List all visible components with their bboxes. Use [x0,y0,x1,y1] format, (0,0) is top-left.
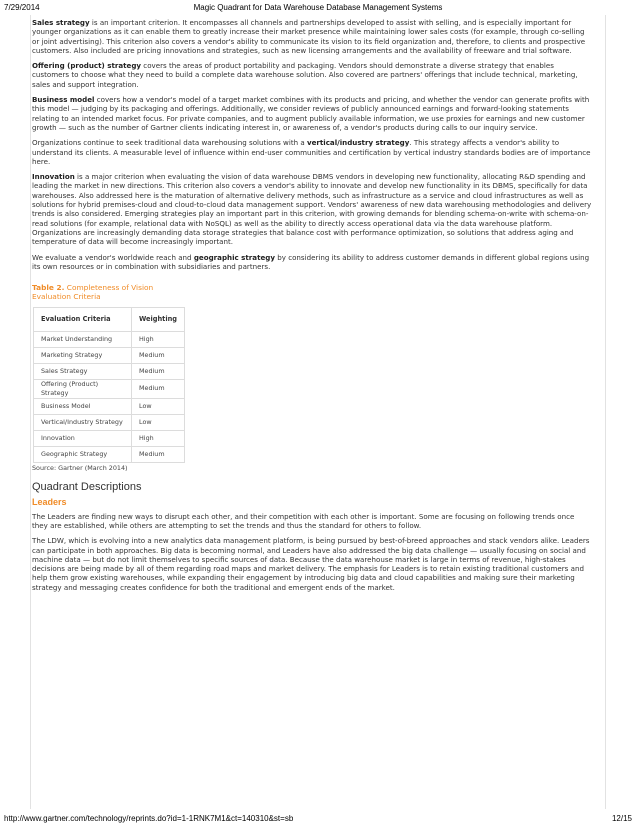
column-header: Evaluation Criteria [34,307,132,331]
table-caption: Table 2. Completeness of Vision [32,283,154,293]
paragraph-vertical-strategy: Organizations continue to seek traditional data warehousing solutions with a vertical/industry strategy. This strategy affects a vendor's ability to understand its clients. A measurable level of influence within end-user communities and certification by vertical industry standards bodies are of importance here. [32,138,591,166]
page-number: 12/15 [611,814,632,823]
paragraph-offering-strategy: Offering (product) strategy covers the areas of product portability and packaging. Vendors should demonstrate a diverse strategy that enables customers to choose what they need to build a complete data warehouse solution. Also covered are partners' offerings that include technical, marketing, sales and support integration. [32,61,578,89]
paragraph-innovation: Innovation is a major criterion when evaluating the vision of data warehouse DBMS vendors in developing new functionality, allocating R&D spending and leading the market in new directions. This criterion also covers a vendor's ability to innovate and develop new functionality in its DBMS, specifically for data warehouses. Also addressed here is the maturation of alternative delivery methods, such as infrastructure as a service and cloud infrastructures as well as solutions for hybrid premises-cloud and cloud-to-cloud data management support. Vendors' awareness of new data warehousing methodologies and delivery trends is also considered. Emerging strategies play an important part in this criterion, with growing demands for blending schema-on-write with schema-on-read solutions (for example, relational data with NoSQL) as well as the ability to directly access operational data via the data warehouse platform. Organizations are increasingly demanding data storage strategies that balance cost with performance optimization, so solutions that address aging and temperature of data will become increasingly important. [32,172,592,247]
table-row: Market Understanding High [34,331,185,347]
table-source: Source: Gartner (March 2014) [32,464,128,473]
term: Sales strategy [32,18,90,27]
footer-url: http://www.gartner.com/technology/reprints.do?id=1-1RNK7M1&ct=140310&st=sb [4,814,294,823]
right-margin-rule [605,15,606,809]
header-title: Magic Quadrant for Data Warehouse Database Management Systems [193,3,443,12]
table-header-row [34,307,185,331]
table-row: Sales Strategy Medium [34,363,185,379]
table-row: Business Model Low [34,399,185,415]
criteria-table [33,307,185,464]
table-row: Marketing Strategy Medium [34,347,185,363]
section-title: Quadrant Descriptions [32,480,142,493]
table-row: Geographic Strategy Medium [34,447,185,463]
paragraph-geographic-strategy: We evaluate a vendor's worldwide reach and geographic strategy by considering its ability to address customer demands in different global regions using its own resources or in combination with subsidiaries and partners. [32,252,590,271]
paragraph-leaders-2: The LDW, which is evolving into a new analytics data management platform, is being pursued by best-of-breed approaches and stack vendors alike. Leaders can participate in both approaches. Big data is becoming normal, and Leaders have also addressed the big data challenge — usually focusing on social and machine data — but do not limit themselves to specific sources of data. Because the data warehouse market is large in terms of revenue, high-stakes decisions are being made by all of them regarding road maps and market delivery. The emphasis for Leaders is to retain existing traditional customers and help them grow existing warehouses, while expanding their engagement by introducing big data and cloud capabilities and making sure their marketing strategy and messaging creates confidence for both the traditional and emergent ends of the market. [32,536,590,592]
page-header [4,3,632,12]
paragraph-sales-strategy: Sales strategy is an important criterion. It encompasses all channels and partnerships developed to assist with selling, and is especially important for younger organizations as it can enable them to greatly increase their market presence while maintaining lower sales costs (for example, through co-selling or joint advertising). This criterion also covers a vendor's ability to communicate its vision to its field organization and, therefore, to clients and prospective customers. Also included are pricing innovations and strategies, such as new licensing arrangements and the availability of freeware and trial software. [32,18,586,55]
page-footer [4,814,632,823]
header-date: 7/29/2014 [4,3,40,12]
table-row: Innovation High [34,431,185,447]
table-row: Vertical/Industry Strategy Low [34,415,185,431]
paragraph-leaders-1: The Leaders are finding new ways to disrupt each other, and their competition with each other is important. Some are focusing on following trends once they are established, while others are attempting to set the trends and thus the standard for others to follow. [32,511,575,530]
term: Offering (product) strategy [32,61,142,71]
paragraph-business-model: Business model covers how a vendor's model of a target market combines with its products and pricing, and whether the vendor can generate profits with this model — judging by its packaging and offerings. Additionally, we consider reviews of publicly announced earnings and forward-looking statements relating to an intended market focus. For private companies, and to augment publicly available information, we use proxies for earnings and new customer growth — such as the number of Gartner clients indicating interest in, or awareness of, a vendor's products during calls to our inquiry service. [32,95,590,132]
table-caption-line2: Evaluation Criteria [32,292,101,302]
left-margin-rule [30,15,31,809]
article-body [32,18,592,598]
term: vertical/industry strategy [306,138,410,148]
term: Innovation [32,172,75,182]
table-row: Offering (Product) Strategy Medium [34,379,185,399]
term: Business model [32,95,95,105]
term: geographic strategy [193,252,275,262]
subsection-title: Leaders [32,496,67,507]
column-header: Weighting [132,307,185,331]
